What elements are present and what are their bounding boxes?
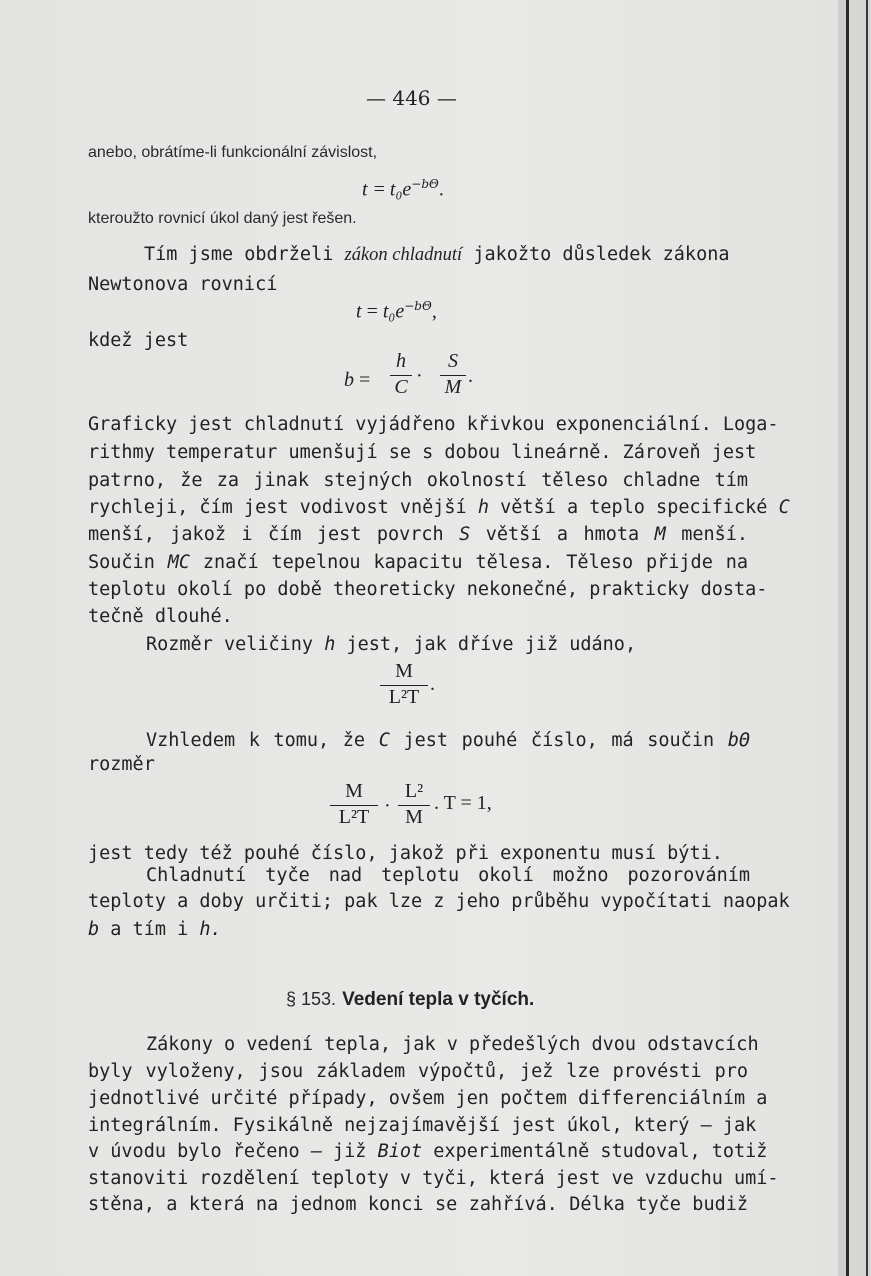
eq1-exponent: −bΘ (411, 177, 439, 191)
dimension-of-h: M L²T (380, 660, 428, 709)
text-line: jednotlivé určité případy, ovšem jen počtem differenciálním a (88, 1088, 768, 1109)
text-line: Zákony o vedení tepla, jak v předešlých dvou odstavcích (146, 1034, 759, 1055)
section-number: § 153. (286, 989, 337, 1009)
text-line: Vzhledem k tomu, že C jest pouhé číslo, má součin bΘ (146, 730, 751, 751)
text-line: b a tím i h. (88, 919, 222, 940)
eq2-exponent: −bΘ (404, 299, 432, 313)
fraction-h-over-c: h C (390, 350, 412, 399)
eq1-lhs: t (362, 178, 368, 201)
text-line: Součin MC značí tepelnou kapacitu tělesa. Těleso přijde na (88, 552, 748, 573)
text-line: integrálním. Fysikálně nejzajímavější jest úkol, který — jak (88, 1115, 757, 1136)
text-line: patrno, že za jinak stejných okolností těleso chladne tím (88, 470, 748, 491)
text-line: Chladnutí tyče nad teplotu okolí možno pozorováním (146, 865, 750, 886)
page-edge-shadow (838, 0, 846, 1276)
dimension-fraction-1: M L²T (330, 780, 378, 829)
text-line: anebo, obrátíme-li funkcionální závislost, (88, 144, 378, 161)
text-line: tečně dlouhé. (88, 606, 233, 627)
dimension-tail: . T = 1, (434, 792, 492, 814)
text-line: Graficky jest chladnutí vyjádřeno křivkou exponenciální. Loga- (88, 414, 779, 435)
section-heading (286, 990, 534, 1009)
text-line: kteroužto rovnicí úkol daný jest řešen. (88, 210, 357, 227)
text-line: jest tedy též pouhé číslo, jakož při exponentu musí býti. (88, 843, 723, 864)
fraction-s-over-m: S M (440, 350, 466, 399)
page-number: — 446 — (366, 86, 457, 110)
text-line: Tím jsme obdrželi zákon chladnutí jakožto důsledek zákona (144, 244, 730, 265)
text-line: teploty a doby určiti; pak lze z jeho průběhu vypočítati naopak (88, 891, 790, 912)
text-line: rychleji, čím jest vodivost vnější h větší a teplo specifické C (88, 497, 790, 518)
binding-line (866, 0, 868, 1276)
text-line: menší, jakož i čím jest povrch S větší a hmota M menší. (88, 524, 749, 545)
text-line: kdež jest (88, 330, 189, 351)
text-line: Rozměr veličiny h jest, jak dříve již udáno, (146, 634, 637, 655)
text-line: rithmy temperatur umenšují se s dobou lineárně. Zároveň jest (88, 442, 757, 463)
text-line: rozměr (88, 754, 155, 775)
text-line: byly vyloženy, jsou základem výpočtů, jež lze provésti pro (88, 1061, 748, 1082)
text-line: Newtonova rovnicí (88, 274, 278, 295)
dimension-fraction-2: L² M (398, 780, 430, 829)
b-lhs: b = (344, 369, 371, 391)
text-line: stěna, a která na jednom konci se zahřívá. Délka tyče budiž (88, 1194, 748, 1215)
text-line: v úvodu bylo řečeno — již Biot experimentálně studoval, totiž (88, 1141, 768, 1162)
eq1-rhs: t₀e (389, 178, 412, 201)
text-line: teplotu okolí po době theoreticky nekonečné, prakticky dosta- (88, 579, 768, 600)
section-title: Vedení tepla v tyčích. (342, 989, 535, 1010)
equation-1: $t = t_0e^{-b\Theta}$. (362, 177, 444, 201)
text-line: stanoviti rozdělení teploty v tyči, která jest ve vzduchu umí- (88, 1168, 779, 1189)
law-name: zákon chladnutí (344, 245, 463, 265)
equation-2: $t = t_0e^{-b\Theta}$, (356, 299, 437, 323)
